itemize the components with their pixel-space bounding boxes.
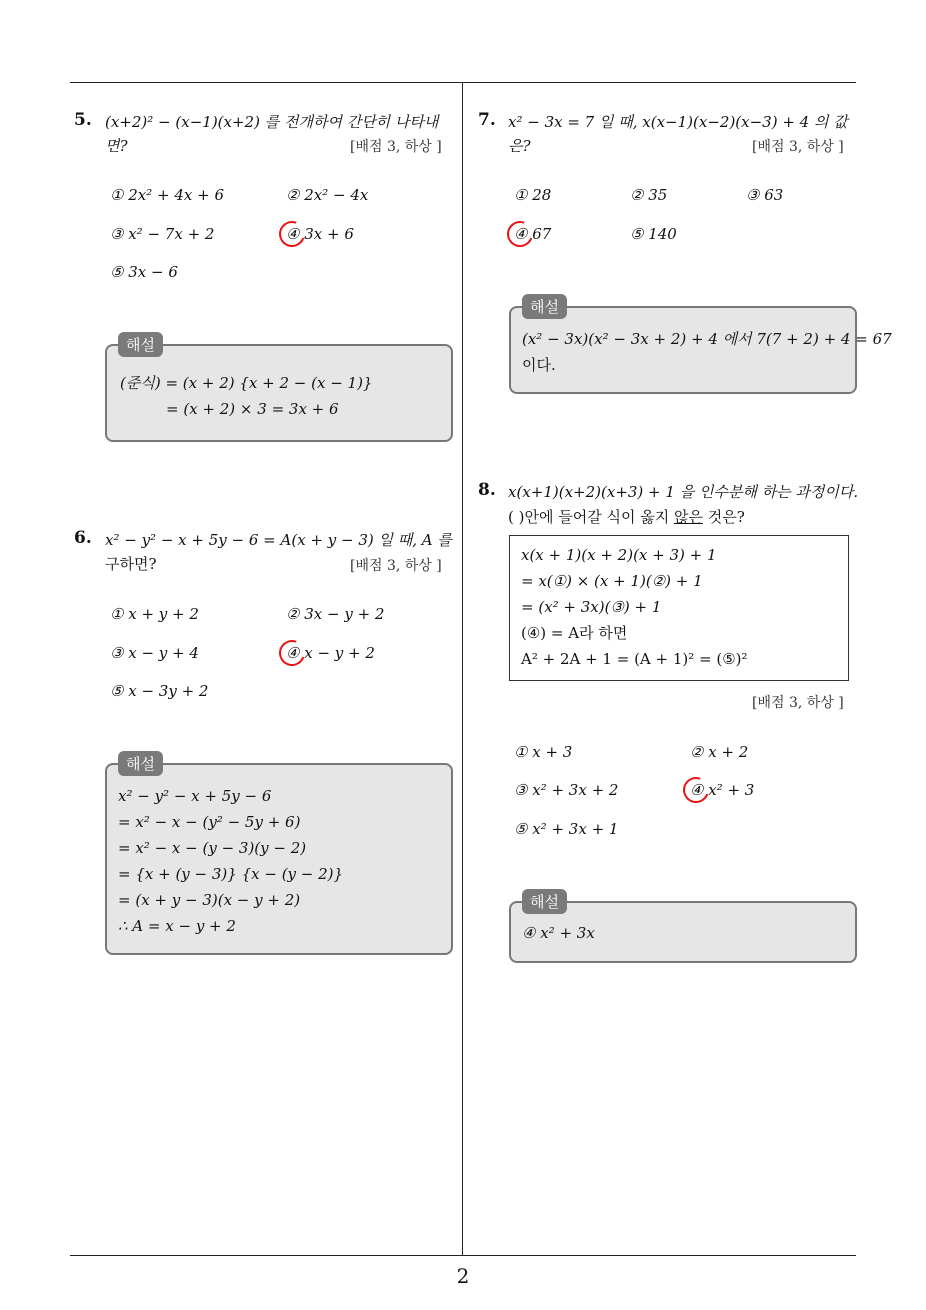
q7-solution-line-1: (x² − 3x)(x² − 3x + 2) + 4 에서 7(7 + 2) + 4 = 67 [522, 330, 892, 348]
q8-choice-3[interactable]: ③ x² + 3x + 2 [514, 781, 619, 799]
q5-choice-4[interactable]: ④ 3x + 6 [286, 225, 354, 243]
q5-choice-3[interactable]: ③ x² − 7x + 2 [110, 225, 215, 243]
q7-solution-tag: 해설 [522, 294, 567, 319]
q6-solution-line-1: x² − y² − x + 5y − 6 [118, 787, 272, 805]
q6-solution-line-5: = (x + y − 3)(x − y + 2) [118, 891, 301, 909]
q8-text-post: 것은? [702, 508, 745, 526]
q7-choice-4[interactable]: ④ 67 [514, 225, 552, 243]
q5-number: 5. [74, 110, 92, 130]
q6-choice-2[interactable]: ② 3x − y + 2 [286, 605, 385, 623]
q6-meta: [배점 3, 하상 ] [350, 558, 442, 574]
q6-solution-line-2: = x² − x − (y² − 5y + 6) [118, 813, 301, 831]
q7-choice-5[interactable]: ⑤ 140 [630, 225, 677, 243]
q7-meta: [배점 3, 하상 ] [752, 139, 844, 155]
q8-choice-4[interactable]: ④ x² + 3 [690, 781, 755, 799]
q8-text-cont [508, 505, 745, 529]
q8-box-line-1: x(x + 1)(x + 2)(x + 3) + 1 [521, 546, 717, 564]
q6-number: 6. [74, 528, 92, 548]
bottom-rule [70, 1255, 856, 1256]
q8-text-underlined: 않은 [673, 508, 703, 526]
column-divider [462, 83, 463, 1255]
q7-solution-line-2: 이다. [522, 356, 556, 374]
q7-choice-1[interactable]: ① 28 [514, 186, 552, 204]
q5-choice-5[interactable]: ⑤ 3x − 6 [110, 263, 178, 281]
q8-box-line-4: (④) = A라 하면 [521, 624, 628, 642]
q7-number: 7. [478, 110, 496, 130]
q5-solution-tag: 해설 [118, 332, 163, 357]
q6-text-cont: 구하면? [105, 555, 157, 573]
q6-solution-line-3: = x² − x − (y − 3)(y − 2) [118, 839, 307, 857]
q5-choice-2[interactable]: ② 2x² − 4x [286, 186, 369, 204]
q8-choice-5[interactable]: ⑤ x² + 3x + 1 [514, 820, 619, 838]
q8-meta: [배점 3, 하상 ] [752, 695, 844, 711]
page-number: 2 [456, 1264, 470, 1288]
q6-choice-4[interactable]: ④ x − y + 2 [286, 644, 375, 662]
q8-box-line-2: = x(①) × (x + 1)(②) + 1 [521, 572, 703, 590]
q7-text: x² − 3x = 7 일 때, x(x−1)(x−2)(x−3) + 4 의 값은? [508, 113, 848, 155]
q6-choice-3[interactable]: ③ x − y + 4 [110, 644, 199, 662]
q5-meta: [배점 3, 하상 ] [350, 139, 442, 155]
q5-solution-line-1: (준식) = (x + 2) {x + 2 − (x − 1)} [120, 374, 373, 392]
q8-text: x(x+1)(x+2)(x+3) + 1 을 인수분해 하는 과정이다. [508, 483, 859, 501]
q8-solution-tag: 해설 [522, 889, 567, 914]
q8-choice-1[interactable]: ① x + 3 [514, 743, 573, 761]
q5-text: (x+2)² − (x−1)(x+2) 를 전개하여 간단히 나타내면? [105, 113, 439, 155]
top-rule [70, 82, 856, 83]
q5-choice-1[interactable]: ① 2x² + 4x + 6 [110, 186, 224, 204]
q8-box-line-3: = (x² + 3x)(③) + 1 [521, 598, 662, 616]
q6-solution-line-4: = {x + (y − 3)} {x − (y − 2)} [118, 865, 344, 883]
q8-text-pre: ( )안에 들어갈 식이 옳지 [508, 508, 674, 526]
q8-solution-line-1: ④ x² + 3x [522, 924, 595, 942]
q8-box-line-5: A² + 2A + 1 = (A + 1)² = (⑤)² [521, 650, 748, 668]
q8-number: 8. [478, 480, 496, 500]
q6-solution-line-6: ∴ A = x − y + 2 [118, 917, 236, 935]
q7-choice-2[interactable]: ② 35 [630, 186, 668, 204]
q6-solution-tag: 해설 [118, 751, 163, 776]
q6-text: x² − y² − x + 5y − 6 = A(x + y − 3) 일 때, A 를 [105, 531, 452, 549]
q6-choice-1[interactable]: ① x + y + 2 [110, 605, 199, 623]
q8-choice-2[interactable]: ② x + 2 [690, 743, 749, 761]
q7-choice-3[interactable]: ③ 63 [746, 186, 784, 204]
q6-choice-5[interactable]: ⑤ x − 3y + 2 [110, 682, 209, 700]
q5-solution-line-2: = (x + 2) × 3 = 3x + 6 [166, 400, 339, 418]
